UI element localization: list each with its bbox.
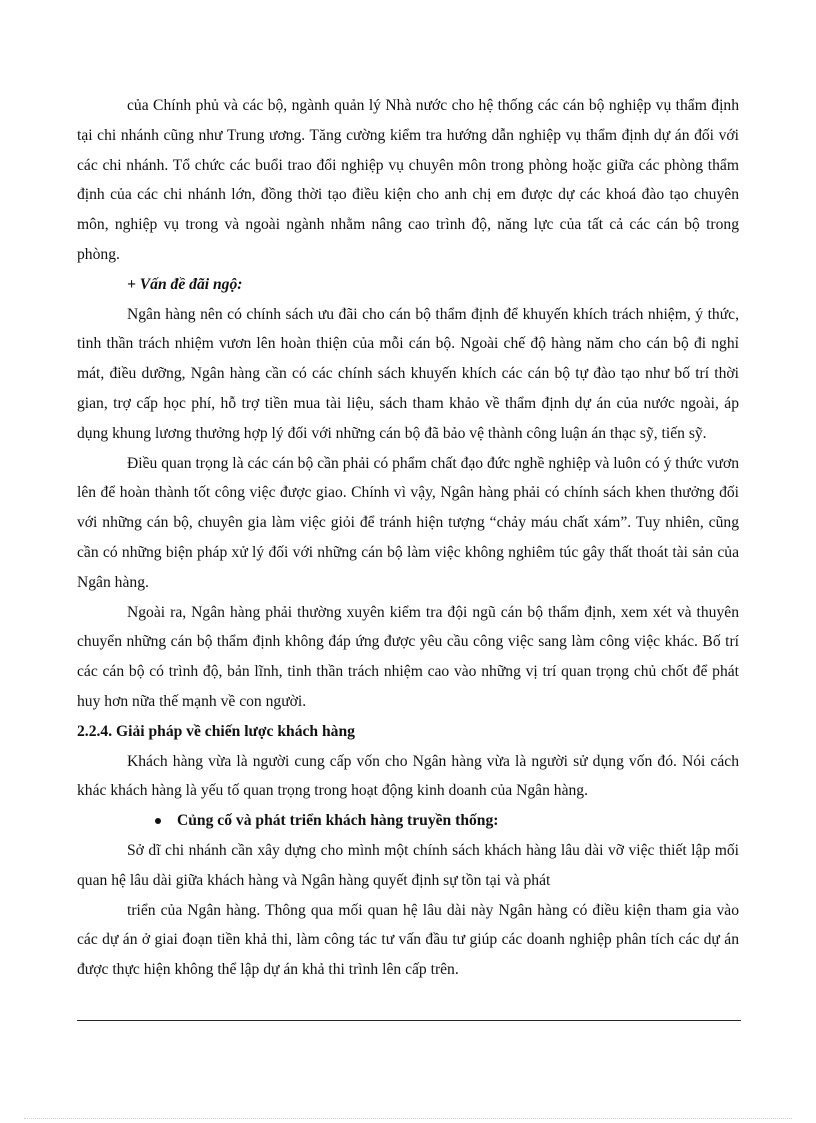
paragraph-incentive-policy: Ngân hàng nên có chính sách ưu đãi cho cán bộ thẩm định để khuyến khích trách nhiệm, ý thức, tinh thần trách nhiệm vươn lên hoàn thiện của mỗi cán bộ. Ngoài chế độ hàng năm cho cán bộ đi nghỉ mát, điều dưỡng, Ngân hàng cần có các chính sách khuyến khích các cán bộ tự đào tạo như bố trí thời gian, trợ cấp học phí, hỗ trợ tiền mua tài liệu, sách tham khảo về thẩm định dự án của nước ngoài, áp dụng khung lương thưởng hợp lý đối với những cán bộ đã bảo vệ thành công luận án thạc sỹ, tiến sỹ.: [77, 305, 739, 442]
page-bottom-border: [24, 1118, 792, 1119]
footer-rule: [77, 1020, 741, 1021]
paragraph-long-term-policy: Sở dĩ chi nhánh cần xây dựng cho mình một chính sách khách hàng lâu dài vỡ việc thiết lập mối quan hệ lâu dài giữa khách hàng và Ngân hàng quyết định sự tồn tại và phát: [77, 841, 739, 889]
subheading-compensation: + Vấn đề đãi ngộ:: [127, 275, 243, 293]
paragraph-staff-review: Ngoài ra, Ngân hàng phải thường xuyên kiểm tra đội ngũ cán bộ thẩm định, xem xét và thuyên chuyển những cán bộ thẩm định không đáp ứng được yêu cầu công việc sang làm công việc khác. Bố trí các cán bộ có trình độ, bản lĩnh, tinh thần trách nhiệm cao vào những vị trí quan trọng chủ chốt để phát huy hơn nữa thế mạnh về con người.: [77, 603, 739, 710]
paragraph-customer-role: Khách hàng vừa là người cung cấp vốn cho Ngân hàng vừa là người sử dụng vốn đó. Nói cách khác khách hàng là yếu tố quan trọng trong hoạt động kinh doanh của Ngân hàng.: [77, 752, 739, 800]
section-heading-customer-strategy: 2.2.4. Giải pháp về chiến lược khách hàng: [77, 722, 355, 740]
document-body: [77, 91, 739, 985]
bullet-traditional-customers: [77, 806, 739, 836]
paragraph-ethics: Điều quan trọng là các cán bộ cần phải có phẩm chất đạo đức nghề nghiệp và luôn có ý thức vươn lên để hoàn thành tốt công việc được giao. Chính vì vậy, Ngân hàng phải có chính sách khen thưởng đối với những cán bộ, chuyên gia làm việc giỏi để tránh hiện tượng “chảy máu chất xám”. Tuy nhiên, cũng cần có những biện pháp xử lý đối với những cán bộ làm việc không nghiêm túc gây thất thoát tài sản của Ngân hàng.: [77, 454, 739, 591]
paragraph-long-term-relationship: triển của Ngân hàng. Thông qua mối quan hệ lâu dài này Ngân hàng có điều kiện tham gia vào các dự án ở giai đoạn tiền khả thi, làm công tác tư vấn đầu tư giúp các doanh nghiệp phân tích các dự án được thực hiện không thể lập dự án khả thi trình lên cấp trên.: [77, 901, 739, 979]
paragraph-training: của Chính phủ và các bộ, ngành quản lý Nhà nước cho hệ thống các cán bộ nghiệp vụ thẩm định tại chi nhánh cũng như Trung ương. Tăng cường kiểm tra hướng dẫn nghiệp vụ thẩm định dự án đối với các chi nhánh. Tổ chức các buổi trao đổi nghiệp vụ chuyên môn trong phòng hoặc giữa các phòng thẩm định của các chi nhánh lớn, đồng thời tạo điều kiện cho anh chị em được dự các khoá đào tạo chuyên môn, nghiệp vụ trong và ngoài ngành nhằm nâng cao trình độ, năng lực của tất cả các cán bộ trong phòng.: [77, 97, 739, 263]
bullet-text: Củng cố và phát triển khách hàng truyền thống:: [177, 812, 499, 830]
